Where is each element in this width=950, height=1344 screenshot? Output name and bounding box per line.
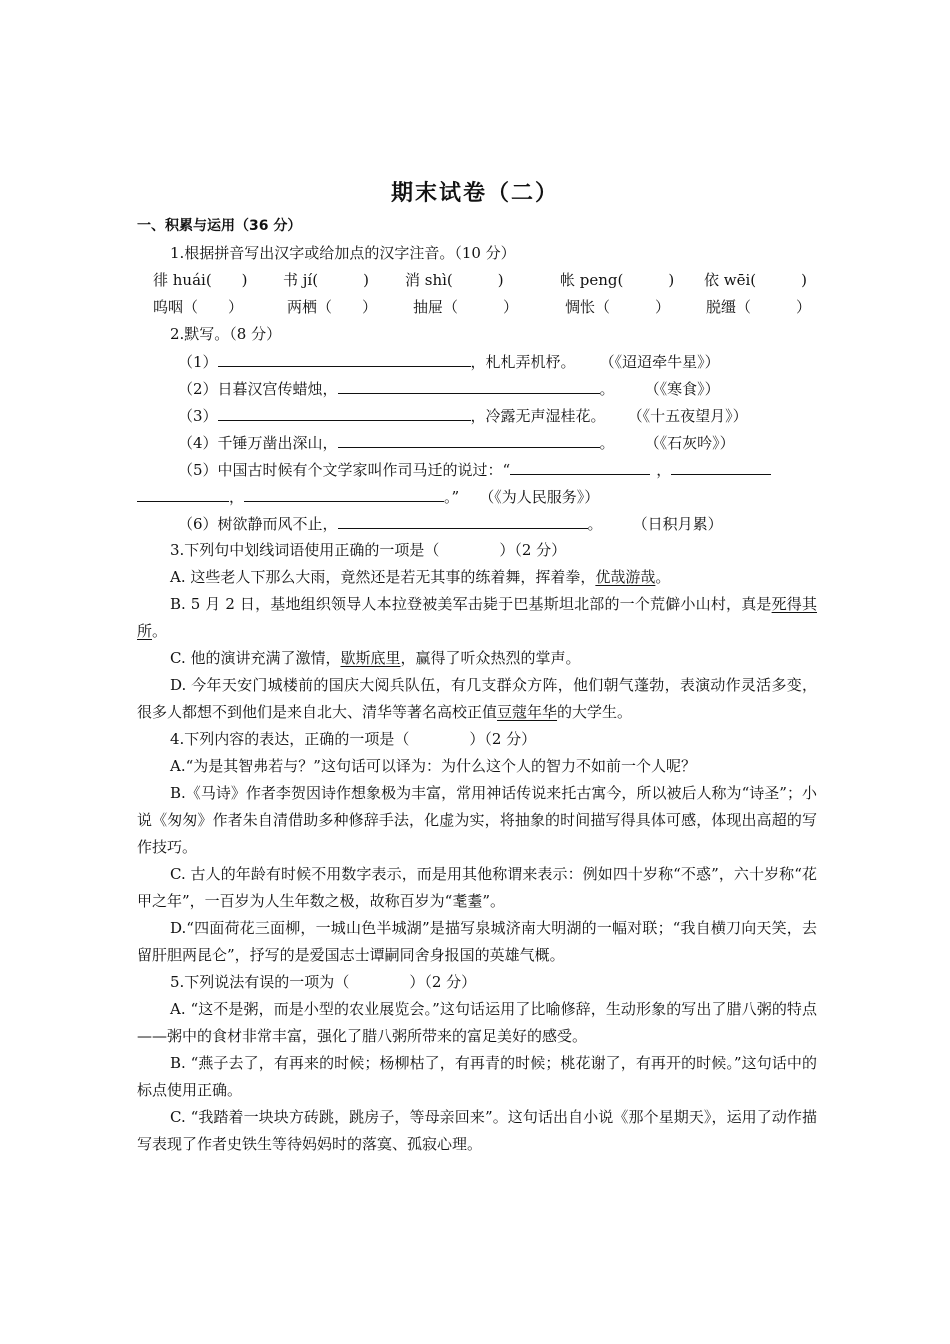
underlined-term: 歇斯底里 <box>340 649 401 667</box>
poem-text: 。 <box>587 515 603 533</box>
option-5a: A. “这不是粥，而是小型的农业展览会。”这句话运用了比喻修辞，生动形象的写出了腊八粥的特点——粥中的食材非常丰富，强化了腊八粥所带来的富足美好的感受。 <box>137 1000 817 1045</box>
answer-blank[interactable] <box>338 429 600 448</box>
poem-text: （4）千锤万凿出深山， <box>178 434 338 452</box>
answer-blank[interactable] <box>338 375 600 394</box>
pinyin-item: 书 jí( ) <box>283 271 369 289</box>
line-number: （1） <box>178 353 218 371</box>
option-5b: B. “燕子去了，有再来的时候；杨柳枯了，有再青的时候；桃花谢了，有再开的时候。”这句话中的标点使用正确。 <box>137 1054 817 1099</box>
option-3d <box>137 672 817 726</box>
option-text: ，赢得了听众热烈的掌声。 <box>400 649 581 667</box>
pinyin-item: 惆怅（ ） <box>565 298 671 316</box>
pinyin-item: 脱缰（ ） <box>706 298 812 316</box>
poem-text: 。” <box>444 488 460 506</box>
question-5-stem: 5.下列说法有误的一项为（ ）（2 分） <box>170 973 477 991</box>
question-3-stem: 3.下列句中划线词语使用正确的一项是（ ）（2 分） <box>170 541 567 559</box>
poem-text: ， <box>229 488 245 506</box>
pinyin-row-1 <box>137 267 817 294</box>
option-text: A. 这些老人下那么大雨，竟然还是若无其事的练着舞，挥着拳， <box>170 568 596 586</box>
recite-line-5 <box>137 456 817 483</box>
pinyin-row-2 <box>137 294 817 321</box>
pinyin-item: 帐 peng( ) <box>560 271 675 289</box>
poem-source: （《寒食》） <box>644 380 720 398</box>
page-title: 期末试卷（二） <box>390 181 559 206</box>
pinyin-item: 徘 huái( ) <box>153 271 248 289</box>
option-text: 的大学生。 <box>557 703 633 721</box>
poem-text: 。 <box>599 380 615 398</box>
option-3b <box>137 591 817 645</box>
pinyin-item: 依 wēi( ) <box>704 271 807 289</box>
pinyin-item: 抽屉（ ） <box>413 298 519 316</box>
recite-line-3 <box>137 402 817 429</box>
option-text: B. 5 月 2 日，基地组织领导人本拉登被美军击毙于巴基斯坦北部的一个荒僻小山村，真是 <box>170 595 772 613</box>
poem-source: （《为人民服务》） <box>479 488 600 506</box>
poem-text: ，札札弄机杼。 <box>470 353 576 371</box>
answer-blank[interactable] <box>510 456 650 475</box>
pinyin-item: 呜咽（ ） <box>153 298 244 316</box>
pinyin-item: 两栖（ ） <box>287 298 378 316</box>
recite-line-6 <box>137 510 817 537</box>
option-3c <box>137 645 817 672</box>
exam-content <box>137 213 817 1158</box>
pinyin-item: 消 shì( ) <box>405 271 504 289</box>
option-4a: A.“为是其智弗若与？”这句话可以译为：为什么这个人的智力不如前一个人呢？ <box>170 757 696 775</box>
recite-line-5-continued <box>137 483 817 510</box>
answer-blank[interactable] <box>218 402 471 421</box>
option-text: 。 <box>152 622 168 640</box>
recite-line-1 <box>137 348 817 375</box>
answer-blank[interactable] <box>671 456 771 475</box>
option-text: D. 今年天安门城楼前的国庆大阅兵队伍，有几支群众方阵，他们朝气蓬勃，表演动作灵活多变，很多人都想不到他们是来自北大、清华等著名高校正值 <box>137 676 817 721</box>
poem-text: （5）中国古时候有个文学家叫作司马迁的说过：“ <box>178 461 511 479</box>
option-4b: B.《马诗》作者李贺因诗作想象极为丰富，常用神话传说来托古寓今，所以被后人称为“诗圣”；小说《匆匆》作者朱自清借助多种修辞手法，化虚为实，将抽象的时间描写得具体可感，体现出高超的写作技巧。 <box>137 784 817 856</box>
poem-text: ，冷露无声湿桂花。 <box>470 407 606 425</box>
option-text: C. 他的演讲充满了激情， <box>170 649 341 667</box>
option-text: 。 <box>655 568 671 586</box>
poem-text: ， <box>656 461 672 479</box>
line-number: （3） <box>178 407 218 425</box>
question-1-stem: 1.根据拼音写出汉字或给加点的汉字注音。（10 分） <box>170 244 516 262</box>
answer-blank[interactable] <box>137 483 229 502</box>
question-4-stem: 4.下列内容的表达，正确的一项是（ ）（2 分） <box>170 730 537 748</box>
answer-blank[interactable] <box>338 510 588 529</box>
poem-text: 。 <box>599 434 615 452</box>
answer-blank[interactable] <box>244 483 444 502</box>
section-heading: 一、积累与运用（36 分） <box>137 218 302 234</box>
option-4d: D.“四面荷花三面柳，一城山色半城湖”是描写泉城济南大明湖的一幅对联；“我自横刀向天笑，去留肝胆两昆仑”，抒写的是爱国志士谭嗣同舍身报国的英雄气概。 <box>137 919 817 964</box>
poem-source: （《十五夜望月》） <box>627 407 748 425</box>
poem-text: （6）树欲静而风不止， <box>178 515 338 533</box>
underlined-term: 豆蔻年华 <box>497 703 558 721</box>
poem-source: （《迢迢牵牛星》） <box>599 353 720 371</box>
option-4c: C. 古人的年龄有时候不用数字表示，而是用其他称谓来表示：例如四十岁称“不惑”，六十岁称“花甲之年”，一百岁为人生年数之极，故称百岁为“耄耋”。 <box>137 865 817 910</box>
underlined-term: 优哉游哉 <box>595 568 656 586</box>
answer-blank[interactable] <box>218 348 471 367</box>
option-3a <box>137 564 817 591</box>
underlined-term: 死得其所 <box>137 595 817 640</box>
poem-text: （2）日暮汉宫传蜡烛， <box>178 380 338 398</box>
option-5c: C. “我踏着一块块方砖跳，跳房子，等母亲回来”。这句话出自小说《那个星期天》，运用了动作描写表现了作者史铁生等待妈妈时的落寞、孤寂心理。 <box>137 1108 817 1153</box>
recite-line-2 <box>137 375 817 402</box>
poem-source: （《石灰吟》） <box>644 434 735 452</box>
recite-line-4 <box>137 429 817 456</box>
poem-source: （日积月累） <box>632 515 723 533</box>
question-2-stem: 2.默写。（8 分） <box>170 325 282 343</box>
